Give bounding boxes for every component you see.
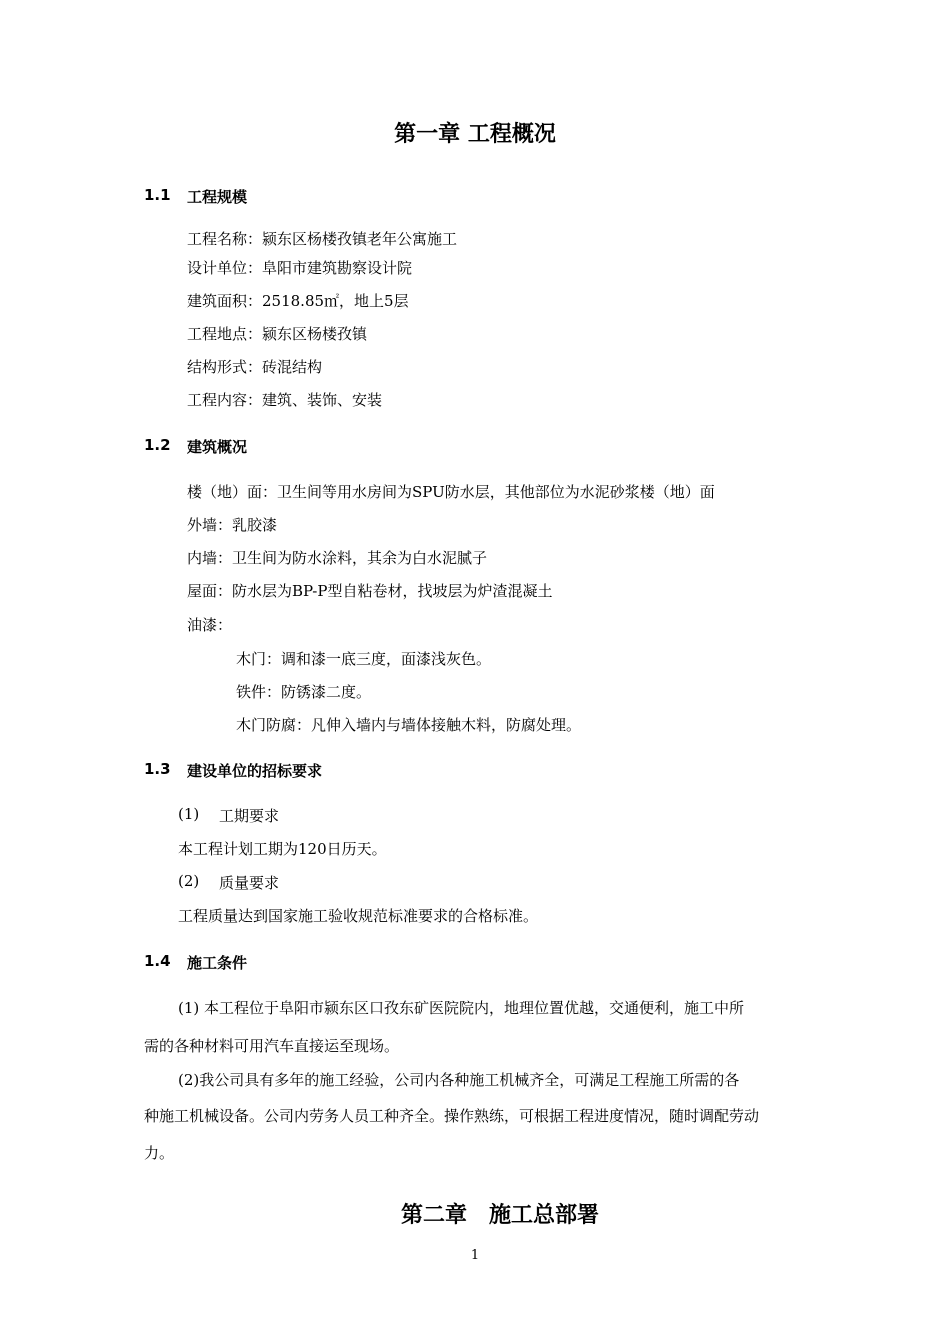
paint-item-wood-door: 木门：调和漆一底三度，面漆浅灰色。 [236,650,492,668]
paint-line: 油漆： [187,616,233,634]
condition-2-line-2: 种施工机械设备。公司内劳务人员工种齐全。操作熟练，可根据工程进度情况，随时调配劳动 [144,1107,760,1125]
chapter-2-title: 第二章 施工总部署 [400,1203,599,1228]
project-location-line: 工程地点：颍东区杨楼孜镇 [187,325,368,343]
chapter-1-title: 第一章 工程概况 [394,122,556,147]
condition-2-line-3: 力。 [144,1144,175,1162]
design-unit-line: 设计单位：阜阳市建筑勘察设计院 [187,259,413,277]
paint-item-iron: 铁件：防锈漆二度。 [236,683,372,701]
exterior-wall-line: 外墙：乳胶漆 [187,516,278,534]
section-1-3-number: 1.3 [144,760,171,778]
requirement-2-heading: 质量要求 [219,874,280,892]
section-1-1-title: 工程规模 [187,188,248,206]
requirement-2-label: (2) [178,872,200,890]
requirement-2-text: 工程质量达到国家施工验收规范标准要求的合格标准。 [178,907,539,925]
section-1-1-number: 1.1 [144,186,171,204]
structure-type-line: 结构形式：砖混结构 [187,358,323,376]
condition-1-line-2: 需的各种材料可用汽车直接运至现场。 [144,1037,400,1055]
page-number: 1 [470,1248,480,1263]
condition-1-line-1: (1) 本工程位于阜阳市颍东区口孜东矿医院院内，地理位置优越，交通便利，施工中所 [178,999,745,1017]
section-1-2-number: 1.2 [144,436,171,454]
section-1-4-title: 施工条件 [187,954,248,972]
roof-line: 屋面：防水层为BP-P型自粘卷材，找坡层为炉渣混凝土 [187,582,553,600]
condition-2-line-1: (2)我公司具有多年的施工经验，公司内各种施工机械齐全，可满足工程施工所需的各 [178,1071,740,1089]
building-area-line: 建筑面积：2518.85㎡，地上5层 [187,292,409,310]
requirement-1-text: 本工程计划工期为120日历天。 [178,840,387,858]
section-1-2-title: 建筑概况 [187,438,248,456]
section-1-3-title: 建设单位的招标要求 [187,762,323,780]
section-1-4-number: 1.4 [144,952,171,970]
floor-line: 楼（地）面：卫生间等用水房间为SPU防水层，其他部位为水泥砂浆楼（地）面 [187,483,715,501]
requirement-1-label: (1) [178,805,200,823]
project-content-line: 工程内容：建筑、装饰、安装 [187,391,383,409]
paint-item-anticorrosion: 木门防腐：凡伸入墙内与墙体接触木料，防腐处理。 [236,716,582,734]
interior-wall-line: 内墙：卫生间为防水涂料，其余为白水泥腻子 [187,549,488,567]
project-name-line: 工程名称：颍东区杨楼孜镇老年公寓施工 [187,230,458,248]
requirement-1-heading: 工期要求 [219,807,280,825]
